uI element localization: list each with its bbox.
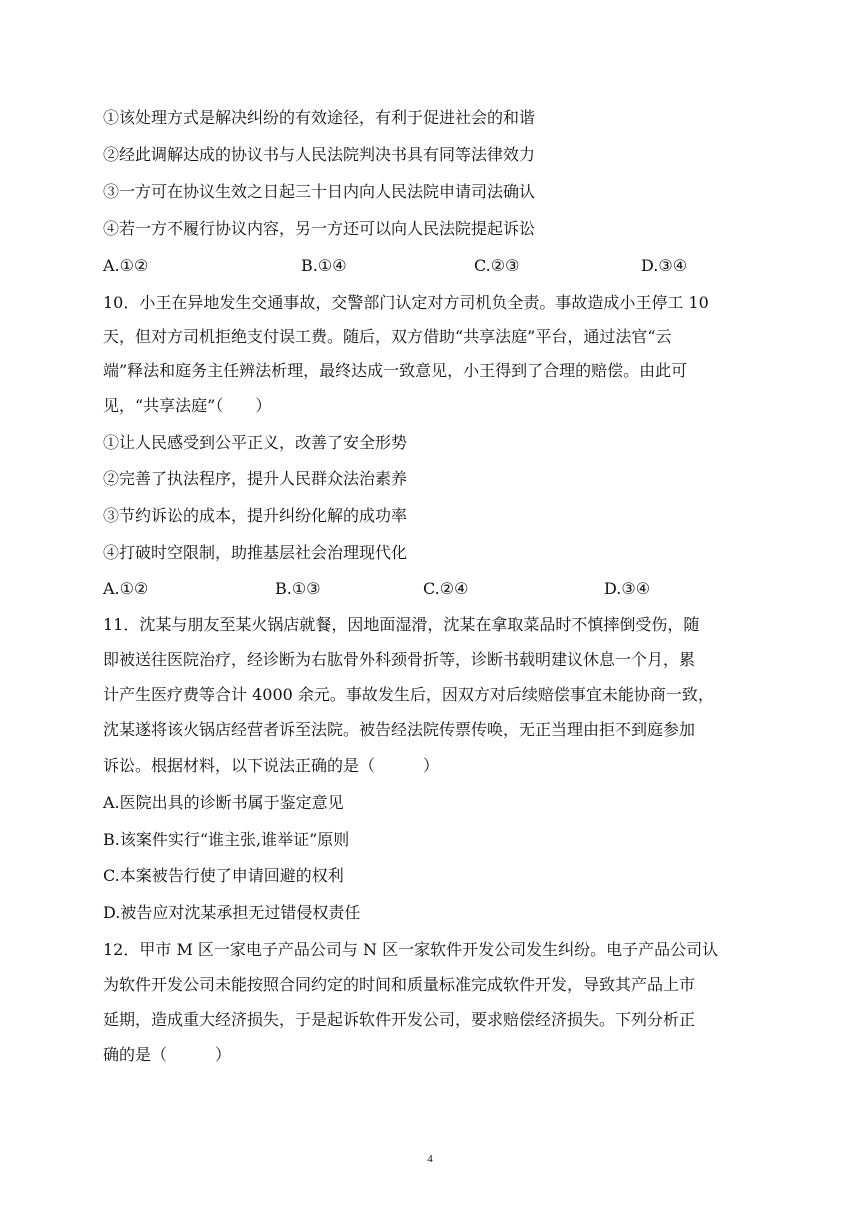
q10-stem-line-4: 见，“共享法庭”（ ） [103,396,272,415]
q9-option-d: D.③④ [641,256,688,275]
q11-stem-line-1: 11．沈某与朋友至某火锅店就餐，因地面湿滑，沈某在拿取菜品时不慎摔倒受伤，随 [103,615,700,634]
q10-stem-line-2: 天，但对方司机拒绝支付误工费。随后，双方借助“共享法庭”平台，通过法官“云 [103,327,672,346]
q10-option-c: C.②④ [423,579,469,598]
page-number: 4 [427,1153,433,1165]
q10-stem-line-1: 10．小王在异地发生交通事故，交警部门认定对方司机负全责。事故造成小王停工 10 [103,293,709,312]
q11-option-d: D.被告应对沈某承担无过错侵权责任 [103,903,361,922]
q11-option-a: A.医院出具的诊断书属于鉴定意见 [103,793,344,812]
q11-stem-line-2: 即被送往医院治疗，经诊断为右肱骨外科颈骨折等，诊断书载明建议休息一个月，累 [103,650,696,669]
q11-option-b: B.该案件实行“谁主张,谁举证”原则 [103,830,350,849]
q12-stem-line-2: 为软件开发公司未能按照合同约定的时间和质量标准完成软件开发，导致其产品上市 [103,975,696,994]
q9-statement-2: ②经此调解达成的协议书与人民法院判决书具有同等法律效力 [103,145,536,164]
q10-statement-3: ③节约诉讼的成本，提升纠纷化解的成功率 [103,506,408,525]
q9-option-c: C.②③ [474,256,520,275]
q9-statement-4: ④若一方不履行协议内容，另一方还可以向人民法院提起诉讼 [103,219,536,238]
q9-statement-3: ③一方可在协议生效之日起三十日内向人民法院申请司法确认 [103,182,536,201]
q10-statement-1: ①让人民感受到公平正义，改善了安全形势 [103,433,408,452]
q11-stem-line-5: 诉讼。根据材料，以下说法正确的是（ ） [103,756,440,775]
q10-option-b: B.①③ [275,579,321,598]
q12-stem-line-1: 12．甲市 M 区一家电子产品公司与 N 区一家软件开发公司发生纠纷。电子产品公司认 [103,940,719,959]
q12-stem-line-3: 延期，造成重大经济损失，于是起诉软件开发公司，要求赔偿经济损失。下列分析正 [103,1010,696,1029]
q10-statement-2: ②完善了执法程序，提升人民群众法治素养 [103,469,408,488]
q10-stem-line-3: 端”释法和庭务主任辨法析理，最终达成一致意见，小王得到了合理的赔偿。由此可 [103,361,688,380]
q11-stem-line-3: 计产生医疗费等合计 4000 余元。事故发生后，因双方对后续赔偿事宜未能协商一致， [103,685,714,704]
q10-option-a: A.①② [103,579,149,598]
q10-statement-4: ④打破时空限制，助推基层社会治理现代化 [103,543,408,562]
q9-option-a: A.①② [103,256,149,275]
q11-stem-line-4: 沈某遂将该火锅店经营者诉至法院。被告经法院传票传唤，无正当理由拒不到庭参加 [103,720,696,739]
q12-stem-line-4: 确的是（ ） [103,1045,232,1064]
q9-option-b: B.①④ [301,256,347,275]
q11-option-c: C.本案被告行使了申请回避的权利 [103,866,344,885]
q10-option-d: D.③④ [604,579,651,598]
q9-statement-1: ①该处理方式是解决纠纷的有效途径，有利于促进社会的和谐 [103,108,536,127]
